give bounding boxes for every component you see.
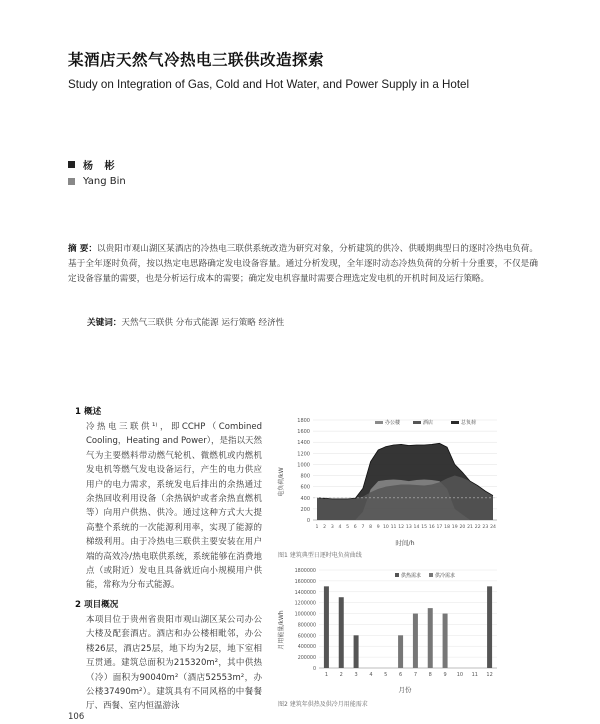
legend-label: 酒店 xyxy=(423,420,434,426)
y-tick-label: 600 xyxy=(300,484,310,491)
bar-1 xyxy=(354,635,359,668)
y-tick-label: 0 xyxy=(312,667,316,672)
x-tick-label: 12 xyxy=(486,672,493,678)
bar-2 xyxy=(443,614,448,668)
x-tick-label: 8 xyxy=(369,525,373,530)
section-2-text: 本项目位于贵州省贵阳市观山湖区某公司办公大楼及配套酒店。酒店和办公楼相毗邻，办公楼26层，酒店25层，地下均为2层，地下室相互贯通。建筑总面积为215320m²，其中供热（冷）面积为90040m²（酒店52553m²，办公楼37490m²）。建筑具有不同风格的中餐餐厅、西餐、室内恒温游泳 xyxy=(86,615,262,711)
y-tick-label: 1200 xyxy=(297,451,310,458)
figure-1-chart xyxy=(275,412,505,547)
x-tick-label: 11 xyxy=(471,672,478,678)
legend-label: 办公楼 xyxy=(385,420,401,426)
x-tick-label: 9 xyxy=(443,672,447,678)
legend-label: 总负荷 xyxy=(461,420,477,426)
page-number: 106 xyxy=(68,712,85,722)
y-tick-label: 1000000 xyxy=(294,612,316,618)
x-tick-label: 5 xyxy=(346,525,350,530)
y-tick-label: 1600 xyxy=(297,429,310,436)
abstract-label: 摘 要： xyxy=(68,244,97,254)
legend-label: 供冷需求 xyxy=(435,573,456,579)
legend-swatch xyxy=(451,421,459,424)
x-tick-label: 23 xyxy=(482,525,489,530)
x-tick-label: 4 xyxy=(338,525,342,530)
x-tick-label: 2 xyxy=(339,672,343,678)
square-bullet-icon xyxy=(68,178,75,185)
x-tick-label: 7 xyxy=(413,672,418,678)
y-tick-label: 1800 xyxy=(297,418,310,424)
square-bullet-icon xyxy=(68,161,75,168)
y-tick-label: 400 xyxy=(300,495,310,502)
legend-swatch xyxy=(375,421,383,424)
section-1-heading: 1 概述 xyxy=(75,407,102,417)
x-tick-label: 18 xyxy=(444,525,451,530)
keywords xyxy=(87,316,284,328)
x-tick-label: 1 xyxy=(315,525,319,530)
x-tick-label: 6 xyxy=(353,525,357,530)
y-tick-label: 1600000 xyxy=(294,579,316,585)
bar-2 xyxy=(413,614,418,668)
x-tick-label: 15 xyxy=(421,525,428,530)
x-tick-label: 10 xyxy=(456,672,464,678)
x-tick-label: 4 xyxy=(369,672,373,678)
legend-swatch xyxy=(413,421,421,424)
x-tick-label: 20 xyxy=(459,525,466,530)
y-tick-label: 200 xyxy=(300,506,310,513)
x-tick-label: 11 xyxy=(390,525,397,530)
section-1-text: 冷热电三联供¹⁾，即CCHP（Combined Cooling，Heating and Power），是指以天然气为主要燃料带动燃气轮机、微燃机或内燃机发电机等燃气发电设备运行，产生的电力供应用户的电力需求，系统发电后排出的余热通过余热回收利用设备（余热锅炉或者余热直燃机等）向用户供热、供冷。通过这种方式大大提高整个系统的一次能源利用率，实现了能源的梯级利用。由于冷热电三联供主要安装在用户端的高效冷/热电联供系统，系统能够在消费地点（或附近）发电且具备就近向小规模用户供能，常称为分布式能源。 xyxy=(86,422,262,591)
x-tick-label: 22 xyxy=(474,525,481,530)
author-name-english: Yang Bin xyxy=(83,176,126,187)
y-tick-label: 600000 xyxy=(297,634,316,640)
keywords-label: 关键词： xyxy=(87,318,122,328)
y-tick-label: 1400000 xyxy=(294,590,316,596)
y-tick-label: 1400 xyxy=(297,440,310,447)
y-tick-label: 1200000 xyxy=(294,601,316,607)
title-english: Study on Integration of Gas, Cold and Hot Water, and Power Supply in a Hotel xyxy=(68,78,470,91)
y-tick-label: 200000 xyxy=(297,656,316,662)
x-tick-label: 7 xyxy=(361,525,365,530)
keywords-text: 天然气三联供 分布式能源 运行策略 经济性 xyxy=(121,318,285,328)
section-2-heading: 2 项目概况 xyxy=(75,600,119,610)
author-name-chinese: 杨 彬 xyxy=(83,161,119,172)
figure-2-ylabel: 月用能量/kWh xyxy=(278,610,285,650)
x-tick-label: 19 xyxy=(451,525,458,530)
x-tick-label: 2 xyxy=(323,525,327,530)
y-tick-label: 400000 xyxy=(297,645,316,651)
author-english-row xyxy=(68,176,126,187)
y-tick-label: 800000 xyxy=(297,623,316,629)
figure-1-xlabel: 时间/h xyxy=(395,539,415,547)
x-tick-label: 14 xyxy=(413,525,420,530)
x-tick-label: 24 xyxy=(490,525,496,530)
bar-1 xyxy=(487,586,492,668)
figure-1-ylabel: 电负荷/kW xyxy=(278,467,285,497)
author-chinese-row xyxy=(68,157,118,172)
bar-2 xyxy=(398,635,403,668)
x-tick-label: 10 xyxy=(382,525,389,530)
x-tick-label: 13 xyxy=(405,525,412,530)
title-chinese: 某酒店天然气冷热电三联供改造探索 xyxy=(68,51,325,69)
x-tick-label: 1 xyxy=(324,672,329,678)
y-tick-label: 1800000 xyxy=(294,569,316,574)
x-tick-label: 3 xyxy=(354,672,358,678)
figure-2-chart xyxy=(275,562,505,694)
legend-swatch xyxy=(429,573,433,577)
x-tick-label: 9 xyxy=(376,525,380,530)
abstract-text: 以贵阳市观山湖区某酒店的冷热电三联供系统改造为研究对象，分析建筑的供冷、供暖期典型日的逐时冷热电负荷。基于全年逐时负荷，按以热定电思路确定发电设备容量。通过分析发现，全年逐时动态冷热负荷的分析十分重要，不仅是确定设备容量的需要，也是分析运行成本的需要；确定发电机容量时需要合理选定发电机的开机时间及运行策略。 xyxy=(68,244,538,285)
x-tick-label: 8 xyxy=(428,672,432,678)
x-tick-label: 3 xyxy=(330,525,334,530)
legend-label: 供热需求 xyxy=(401,573,422,579)
x-tick-label: 12 xyxy=(398,525,405,530)
legend-swatch xyxy=(395,573,399,577)
x-tick-label: 17 xyxy=(436,525,443,530)
y-tick-label: 800 xyxy=(300,473,310,480)
figure-1-caption: 图1 建筑典型日逐时电负荷曲线 xyxy=(278,552,362,559)
bar-2 xyxy=(428,608,433,668)
abstract xyxy=(68,242,538,288)
x-tick-label: 21 xyxy=(467,525,473,530)
bar-1 xyxy=(324,586,329,668)
y-tick-label: 1000 xyxy=(297,462,310,469)
figure-2-caption: 图2 建筑年供热及供冷月用能需求 xyxy=(278,701,368,708)
y-tick-label: 0 xyxy=(306,518,310,524)
bar-1 xyxy=(339,597,344,668)
x-tick-label: 16 xyxy=(428,525,435,530)
x-tick-label: 5 xyxy=(384,672,388,678)
figure-2-xlabel: 月份 xyxy=(398,686,412,694)
x-tick-label: 6 xyxy=(398,672,403,678)
